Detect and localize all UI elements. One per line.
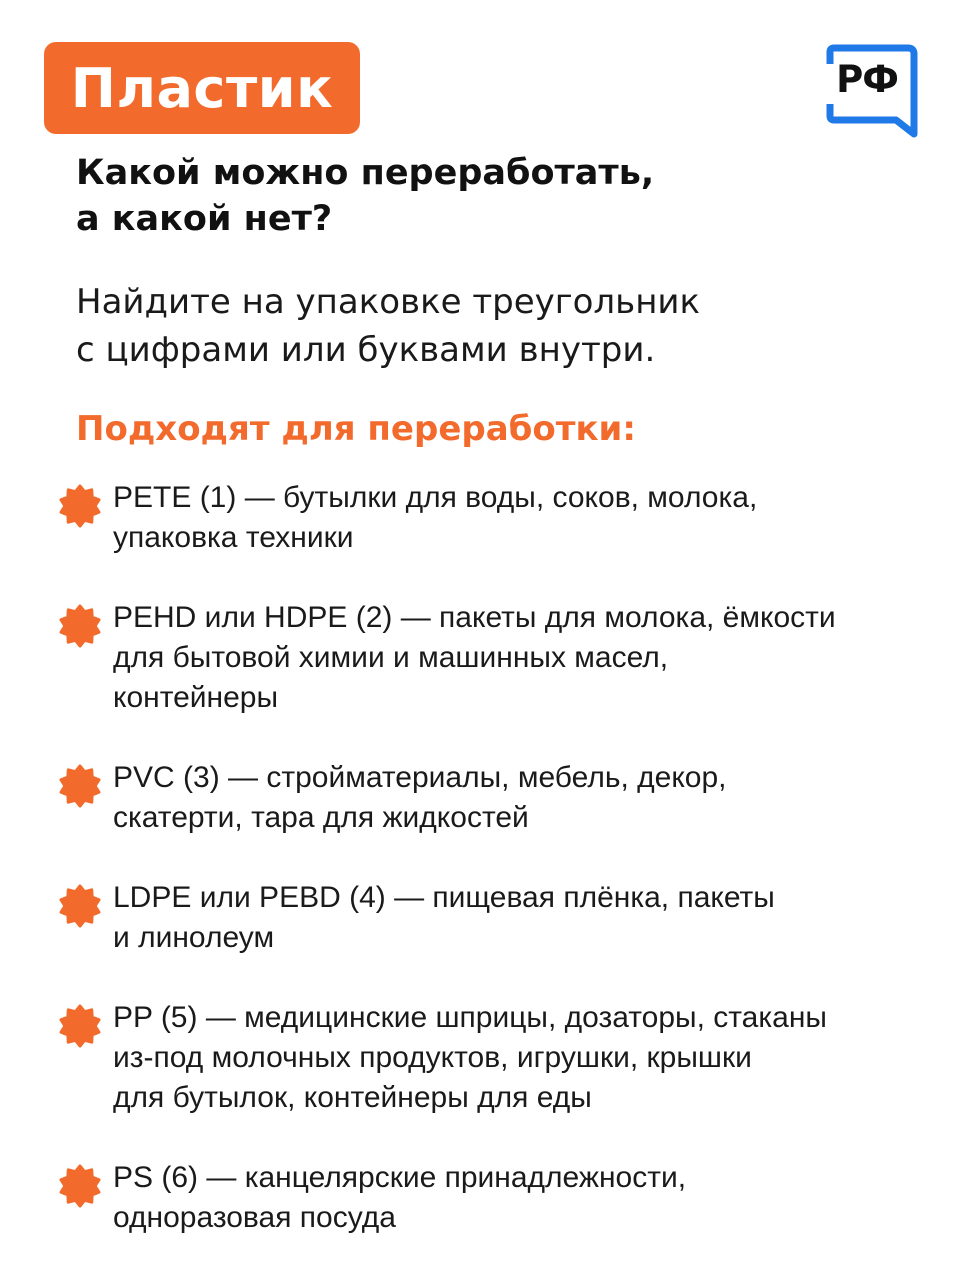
list-item xyxy=(58,758,918,838)
intro-text: Найдите на упаковке треугольник с цифрами или буквами внутри. xyxy=(76,282,701,370)
gear-bullet-icon xyxy=(58,604,102,648)
list-item-text: PS (6) — канцелярские принадлежности, одноразовая посуда xyxy=(113,1161,687,1234)
rf-logo xyxy=(826,44,918,138)
list-item-text: PETE (1) — бутылки для воды, соков, молока, упаковка техники xyxy=(113,481,758,554)
list-item xyxy=(58,1158,918,1238)
gear-bullet-icon xyxy=(58,884,102,928)
list-item-text: PP (5) — медицинские шприцы, дозаторы, стаканы из-под молочных продуктов, игрушки, крышки для бутылок, контейнеры для еды xyxy=(113,1001,827,1114)
list-item xyxy=(58,878,918,958)
category-tag xyxy=(44,42,360,134)
category-tag-label: Пластик xyxy=(70,56,334,120)
gear-bullet-icon xyxy=(58,764,102,808)
section-title: Подходят для переработки: xyxy=(76,409,636,449)
list-item xyxy=(58,478,918,558)
list-item-text: PEHD или HDPE (2) — пакеты для молока, ёмкости для бытовой химии и машинных масел, контейнеры xyxy=(113,601,836,714)
gear-bullet-icon xyxy=(58,484,102,528)
list-item-text: PVC (3) — стройматериалы, мебель, декор, скатерти, тара для жидкостей xyxy=(113,761,727,834)
list-item xyxy=(58,998,918,1118)
gear-bullet-icon xyxy=(58,1004,102,1048)
logo-text: РФ xyxy=(836,58,898,101)
page-title: Какой можно переработать, а какой нет? xyxy=(76,153,655,239)
list-item-text: LDPE или PEBD (4) — пищевая плёнка, пакеты и линолеум xyxy=(113,881,775,954)
gear-bullet-icon xyxy=(58,1164,102,1208)
list-item xyxy=(58,598,918,718)
